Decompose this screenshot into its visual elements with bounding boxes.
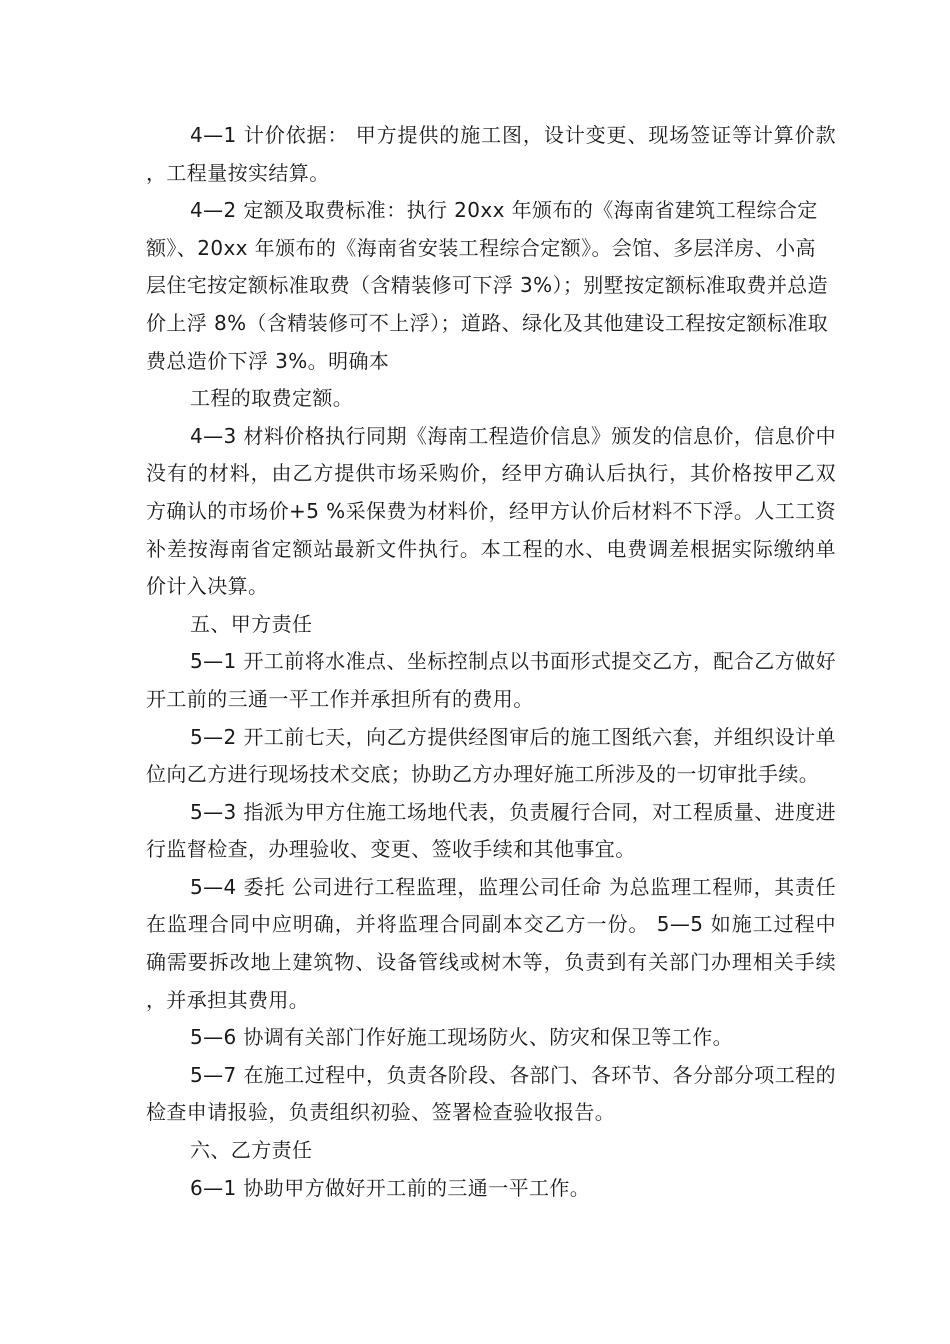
section-heading-party-b: 六、乙方责任 (190, 1138, 313, 1163)
document-body (146, 117, 836, 1207)
paragraph-4-2: 4—2 定额及取费标准：执行 20xx 年颁布的《海南省建筑工程综合定额》、20xx 年颁布的《海南省安装工程综合定额》。会馆、多层洋房、小高层住宅按定额标准取费（含精装修可下浮 3%）；别墅按定额标准取费并总造价上浮 8%（含精装修可不上浮）；道路、绿化及其他建设工程按定额标准取费总造价下浮 3%。明确本 (146, 198, 829, 373)
paragraph-4-3: 4—3 材料价格执行同期《海南工程造价信息》颁发的信息价，信息价中没有的材料，由乙方提供市场采购价，经甲方确认后执行，其价格按甲乙双方确认的市场价+5 %采保费为材料价，经甲方认价后材料不下浮。人工工资补差按海南省定额站最新文件执行。本工程的水、电费调差根据实际缴纳单价计入决算。 (146, 423, 836, 599)
paragraph-5-2: 5—2 开工前七天，向乙方提供经图审后的施工图纸六套，并组织设计单位向乙方进行现场技术交底；协助乙方办理好施工所涉及的一切审批手续。 (146, 724, 836, 787)
paragraph-5-6: 5—6 协调有关部门作好施工现场防火、防灾和保卫等工作。 (190, 1025, 734, 1050)
paragraph-6-1: 6—1 协助甲方做好开工前的三通一平工作。 (190, 1175, 591, 1200)
paragraph-5-1: 5—1 开工前将水准点、坐标控制点以书面形式提交乙方，配合乙方做好开工前的三通一平工作并承担所有的费用。 (146, 649, 836, 711)
section-heading-party-a: 五、甲方责任 (190, 611, 313, 636)
paragraph-5-3: 5—3 指派为甲方住施工场地代表，负责履行合同，对工程质量、进度进行监督检查，办理验收、变更、签收手续和其他事宜。 (146, 799, 836, 862)
paragraph-4-1: 4—1 计价依据： 甲方提供的施工图，设计变更、现场签证等计算价款，工程量按实结算。 (146, 123, 836, 185)
paragraph-5-7: 5—7 在施工过程中，负责各阶段、各部门、各环节、各分部分项工程的检查申请报验，负责组织初验、签署检查验收报告。 (146, 1062, 836, 1125)
paragraph-4-2-continued: 工程的取费定额。 (190, 386, 354, 411)
paragraph-5-4-5-5: 5—4 委托 公司进行工程监理，监理公司任命 为总监理工程师，其责任在监理合同中应明确，并将监理合同副本交乙方一份。 5—5 如施工过程中确需要拆改地上建筑物、设备管线或树木等，负责到有关部门办理相关手续，并承担其费用。 (146, 874, 836, 1012)
